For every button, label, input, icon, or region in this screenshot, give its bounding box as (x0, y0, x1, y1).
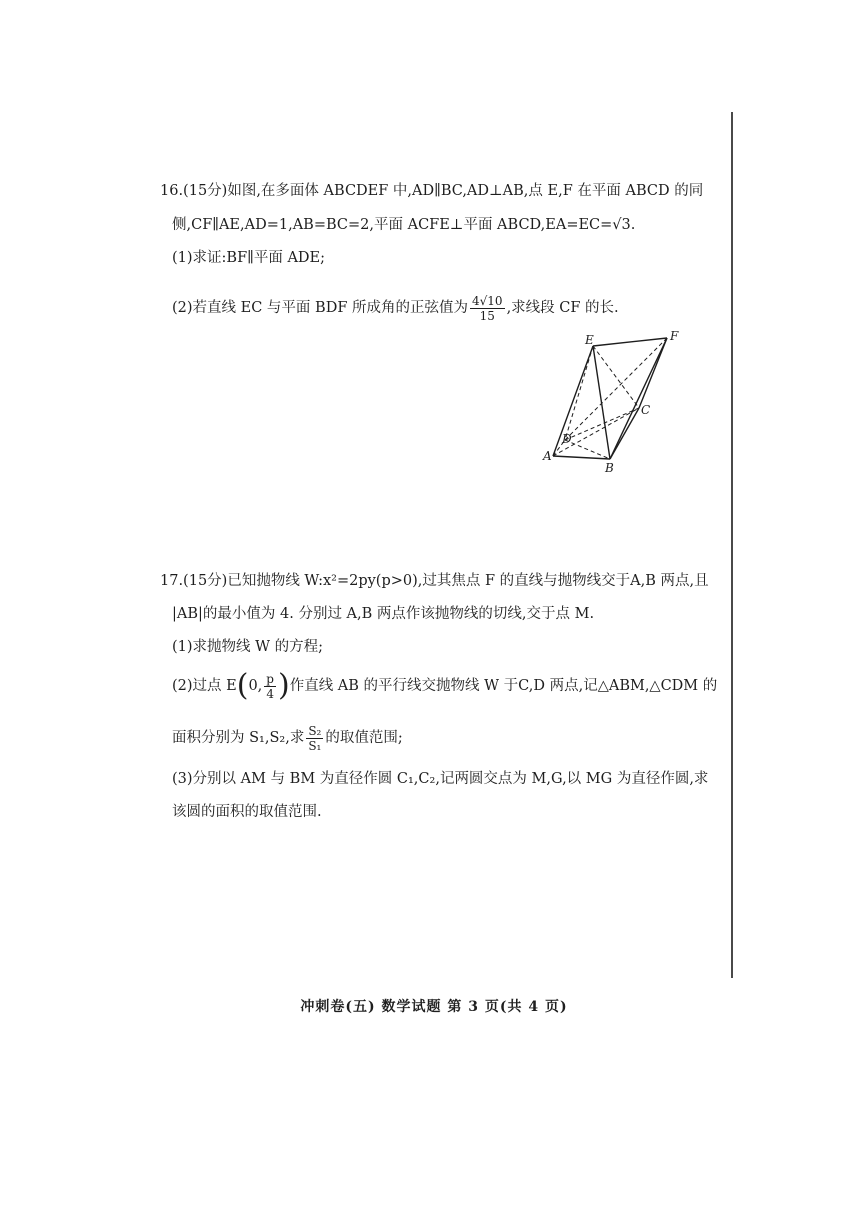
q17-part2b (172, 720, 403, 756)
polyhedron-figure (535, 326, 695, 476)
right-paren: ) (277, 668, 290, 703)
q17-ratio-num: S₂ (308, 723, 322, 738)
label-D: D (562, 432, 572, 446)
label-B: B (605, 461, 614, 475)
q17-part3-line2: 该圆的面积的取值范围. (172, 804, 322, 820)
edge-CB (610, 408, 639, 459)
q16-fraction-num: 4√10 (472, 293, 503, 308)
left-paren: ( (236, 668, 249, 703)
q17-part2-text: (2)过点 E (172, 678, 237, 694)
q17-part2-tail: 作直线 AB 的平行线交抛物线 W 于C,D 两点,记△ABM,△CDM 的 (289, 678, 718, 694)
edge-AB (553, 456, 610, 459)
q17-part1: (1)求抛物线 W 的方程; (172, 639, 324, 655)
q16-part2-tail: ,求线段 CF 的长. (506, 300, 619, 316)
q17-ratio-fraction (306, 724, 323, 753)
edge-EB (593, 346, 610, 459)
q17-line1: 17.(15分)已知抛物线 W:x²=2py(p>0),过其焦点 F 的直线与抛物线交于A,B 两点,且 (160, 573, 709, 589)
q17-part2 (172, 667, 717, 705)
q16-line2: 侧,CF∥AE,AD=1,AB=BC=2,平面 ACFE⊥平面 ABCD,EA=EC=√3. (172, 217, 636, 233)
q17-point-fraction-den: 4 (266, 686, 274, 701)
edge-EA (553, 346, 593, 456)
edge-ED (565, 346, 593, 440)
q17-point-x: 0, (248, 678, 263, 694)
q17-part2b-text: 面积分别为 S₁,S₂,求 (172, 730, 305, 746)
label-A: A (543, 449, 552, 463)
q16-line1: 16.(15分)如图,在多面体 ABCDEF 中,AD∥BC,AD⊥AB,点 E,F 在平面 ABCD 的同 (160, 183, 704, 199)
q17-ratio-den: S₁ (308, 738, 322, 753)
q17-line2: |AB|的最小值为 4. 分别过 A,B 两点作该抛物线的切线,交于点 M. (172, 606, 595, 622)
q16-part2 (172, 290, 619, 326)
edge-FC (639, 338, 667, 408)
q16-part1: (1)求证:BF∥平面 ADE; (172, 250, 326, 266)
edge-DC (565, 408, 639, 440)
q17-part2b-tail: 的取值范围; (325, 730, 403, 746)
label-E: E (585, 333, 594, 347)
q17-point-fraction (264, 672, 276, 701)
q16-part2-text: (2)若直线 EC 与平面 BDF 所成角的正弦值为 (172, 300, 468, 316)
q17-part3-line1: (3)分别以 AM 与 BM 为直径作圆 C₁,C₂,记两圆交点为 M,G,以 MG 为直径作圆,求 (172, 771, 709, 787)
q16-fraction (470, 294, 505, 323)
edge-EF (593, 338, 667, 346)
label-C: C (641, 403, 651, 417)
edge-FB (610, 338, 667, 459)
label-F: F (670, 329, 679, 343)
binding-margin-rule (731, 112, 733, 978)
q17-point-fraction-num: p (266, 671, 274, 686)
edge-DB (565, 440, 610, 459)
page-footer: 冲刺卷(五) 数学试题 第 3 页(共 4 页) (300, 999, 568, 1015)
q16-fraction-den: 15 (479, 308, 495, 323)
edge-EC (593, 346, 639, 408)
